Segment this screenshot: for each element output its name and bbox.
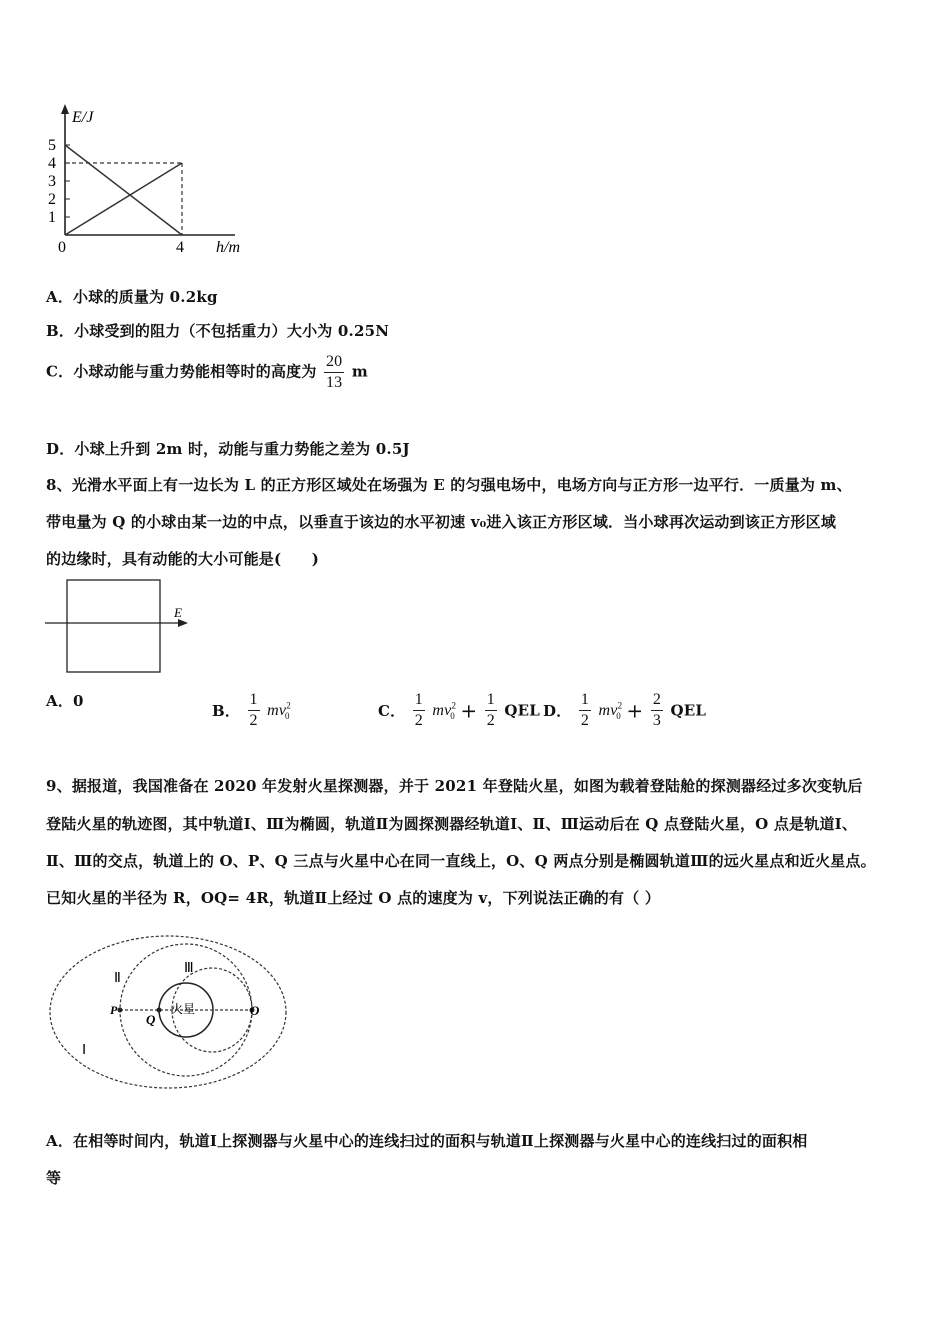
fraction-c — [485, 690, 497, 731]
y-axis-label: E/J — [72, 109, 94, 126]
fraction-20-13 — [324, 352, 344, 393]
mv-squared: $mv^2_0$ — [267, 700, 291, 721]
q9-option-a-line2: 等 — [46, 1169, 62, 1187]
frac-den: 2 — [580, 712, 590, 729]
frac-den: 13 — [325, 374, 343, 391]
frac-num: 2 — [652, 691, 662, 708]
q7-option-c-text: C．小球动能与重力势能相等时的高度为 — [46, 362, 317, 381]
point-label-q: Q — [146, 1012, 156, 1027]
mars-label: 火星 — [171, 1002, 196, 1016]
square-field-figure — [40, 572, 200, 680]
frac-den: 2 — [414, 712, 423, 729]
y-tick-3: 3 — [48, 173, 56, 190]
q9-text-line3: Ⅱ、Ⅲ的交点，轨道上的 O、P、Q 三点与火星中心在同一直线上，O、Q 两点分别是椭圆轨道Ⅲ的远火星点和近火星点。 — [46, 852, 876, 870]
point-label-o: O — [250, 1003, 260, 1018]
frac-num: 1 — [414, 691, 423, 708]
orbit-label-iii: Ⅲ — [184, 961, 194, 976]
q8-text-line1: 8、光滑水平面上有一边长为 L 的正方形区域处在场强为 E 的匀强电场中，电场方向与正方形一边平行．一质量为 m、 — [46, 476, 852, 494]
q7-option-d: D．小球上升到 2m 时，动能与重力势能之差为 0.5J — [46, 440, 410, 458]
x-tick-4: 4 — [176, 239, 184, 256]
frac-num: 1 — [486, 691, 495, 708]
q8-text-line3: 的边缘时，具有动能的大小可能是( ) — [46, 550, 319, 568]
fraction-d — [651, 690, 663, 731]
q8-option-c — [378, 690, 540, 731]
q8-options-row — [46, 690, 84, 711]
q8-option-a: A．0 — [46, 692, 84, 710]
orbit-label-i: Ⅰ — [82, 1043, 87, 1058]
q9-option-a-line1: A．在相等时间内，轨道Ⅰ上探测器与火星中心的连线扫过的面积与轨道Ⅱ上探测器与火星中心的连线扫过的面积相 — [46, 1132, 808, 1150]
qel-text: QEL — [504, 701, 541, 720]
frac-den: 3 — [652, 712, 662, 729]
y-tick-1: 1 — [48, 209, 56, 226]
frac-num: 1 — [580, 691, 590, 708]
frac-num: 1 — [249, 691, 258, 708]
q7-option-a: A．小球的质量为 0.2kg — [46, 288, 218, 306]
mv-squared: $mv^2_0$ — [598, 700, 623, 721]
fraction-half — [579, 690, 591, 731]
origin-label: 0 — [58, 239, 66, 256]
q8-option-b-label: B． — [212, 702, 241, 720]
frac-den: 2 — [249, 712, 258, 729]
plus-sign: + — [460, 698, 478, 723]
y-tick-4: 4 — [48, 155, 56, 172]
plus-sign: + — [626, 698, 644, 723]
q8-option-d-label: D． — [543, 702, 572, 720]
qel-text: QEL — [670, 701, 707, 720]
fraction-half — [248, 690, 260, 731]
fraction-half — [413, 690, 425, 731]
q9-text-line2: 登陆火星的轨迹图，其中轨道Ⅰ、Ⅲ为椭圆，轨道Ⅱ为圆探测器经轨道Ⅰ、Ⅱ、Ⅲ运动后在 Q 点登陆火星，O 点是轨道Ⅰ、 — [46, 815, 858, 833]
q8-option-b — [212, 690, 290, 731]
frac-num: 20 — [325, 353, 343, 370]
q9-text-line1: 9、据报道，我国准备在 2020 年发射火星探测器，并于 2021 年登陆火星，如图为载着登陆舱的探测器经过多次变轨后 — [46, 777, 863, 795]
point-label-p: P — [110, 1003, 118, 1017]
orbit-label-ii: Ⅱ — [114, 971, 121, 986]
y-tick-2: 2 — [48, 191, 56, 208]
y-tick-5: 5 — [48, 137, 56, 154]
q8-option-c-label: C． — [378, 702, 406, 720]
x-axis-label: h/m — [216, 239, 240, 256]
q7-option-c-unit: m — [351, 362, 368, 381]
frac-den: 2 — [486, 712, 495, 729]
q8-text-line2: 带电量为 Q 的小球由某一边的中点，以垂直于该边的水平初速 v₀进入该正方形区域．当小球再次运动到该正方形区域 — [46, 513, 837, 531]
energy-height-graph — [30, 100, 270, 260]
mv-squared: $mv^2_0$ — [432, 700, 457, 721]
q9-text-line4: 已知火星的半径为 R，OQ= 4R，轨道Ⅱ上经过 O 点的速度为 v，下列说法正确的有（ ） — [46, 889, 661, 907]
q7-option-b: B．小球受到的阻力（不包括重力）大小为 0.25N — [46, 322, 390, 340]
q8-option-d — [543, 690, 706, 731]
q7-option-c — [46, 352, 368, 393]
field-label-e: E — [174, 605, 182, 620]
mars-orbit-figure — [46, 920, 296, 1090]
